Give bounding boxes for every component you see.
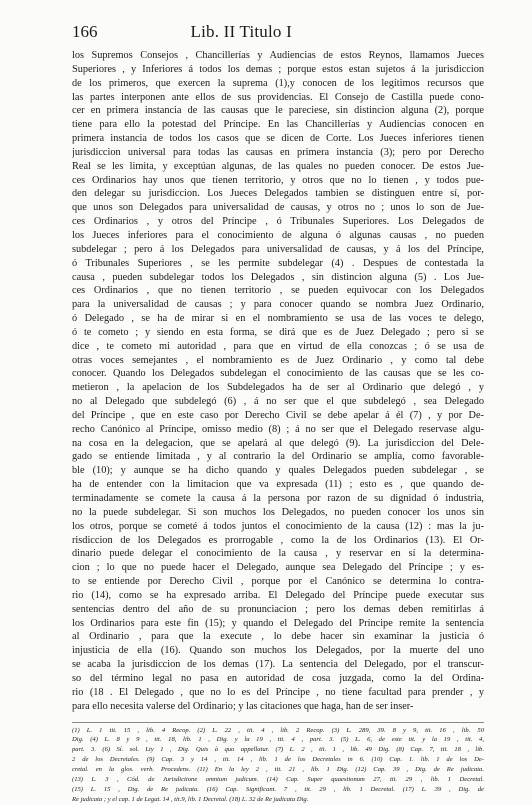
footnote-divider: [72, 722, 484, 723]
body-line: ces Ordinarios , y otros del Príncipe , ó Tribunales Superiores. Los Delegados de: [72, 216, 484, 228]
body-line: Superiores , y Inferiores á todos los demas ; porque estos estan sujetos á la jurisdiccion: [72, 63, 484, 75]
body-line: rio (18 . El Delegado , que no lo es del Príncipe , no tiene facultad para prender , y: [72, 686, 484, 698]
body-line: injusticia de ella (16). Quando son muchos los Delegados, por la muerte del uno: [72, 645, 484, 657]
body-line: los Supremos Consejos , Chancillerías y Audiencias de estos Reynos, llamamos Jueces: [72, 50, 484, 61]
page-number: 166: [72, 22, 98, 41]
body-line: sentencias dentro del año de su pronunciacion ; pero los demas deben remitirlas á: [72, 603, 484, 615]
body-line: ó te cometo ; y siendo en esta forma, se dirá que es de Juez Delegado ; pero si se: [72, 326, 484, 338]
footnote-line: (13) L. 3 , Cód. de Jurisdictione omnium judicum. (14) Cap. Super quaestionum 27, tit. 29 , lib. 1 Decretal.: [72, 776, 484, 784]
body-line: al Ordinario , para que la execute , lo debe hacer sin examinar la justicia ó: [72, 631, 484, 643]
footnote-line: cretal. en la glos. verb. Procedens. (11) En la ley 2 , tit. 21 , lib. 1 Dig. (12) Cap. 39 , Dig. de Re judicata.: [72, 766, 484, 774]
footnote-line: (15) L. 15 , Dig. de Re judicata. (16) Cap. Significant. 7 , tit. 29 , lib. 1 Decretal. (17) L. 39 , Dig. de: [72, 785, 484, 793]
body-line: tiene para ello la potestad del Príncipe. En las Chancillerías y Audiencias conocen en: [72, 119, 484, 131]
body-text: [72, 49, 484, 714]
body-line: no al Delegado que subdelegó (6) , á no ser que el que subdelegó , sea Delegado: [72, 396, 484, 408]
body-line: cion ; lo que no puede hacer el Delegado, aunque sea Delegado del Príncipe ; y es-: [72, 562, 484, 574]
body-line: subdelegar ; pero á los Delegados para universalidad de causas, y á los del Príncipe,: [72, 243, 484, 255]
body-line: de los primeros, que exercen la suprema (1),y conocen de los legítimos recursos que: [72, 77, 484, 89]
body-line: primera instancia de todos los casos que se dicen de Corte. Los Jueces inferiores tienen: [72, 133, 484, 145]
body-line: causa , pueden subdelegar todos los Delegados , sin distincion alguna (5) . Los Jue-: [72, 271, 484, 283]
body-line: metieron , la apelacion de los Subdelegados ha de ser al Ordinario que delegó , y: [72, 382, 484, 394]
body-line: recho Canónico al Príncipe, omisso medio (8) ; á no ser que el Delegado reservase algu-: [72, 423, 484, 435]
page-header: [72, 22, 484, 48]
body-line: so del término legal no pasa en autoridad de cosa juzgada, como la del Ordina-: [72, 672, 484, 684]
body-line: cer en primera instancia de las causas que le pareciese, sin distincion alguna (2), porque: [72, 105, 484, 117]
body-line: ces Ordinarios , que no tienen territorio , se pueden equivocar con los Delegados: [72, 285, 484, 297]
body-line: las partes interponen ante ellos de sus providencias. El Consejo de Castilla puede cono-: [72, 91, 484, 103]
body-line: ble (10); y aunque se ha dicho quando y quales Delegados pueden subdelegar , se: [72, 465, 484, 477]
body-line: los Ordinarios para este fin (15); y quando el Delegado del Príncipe remite la sentencia: [72, 617, 484, 629]
body-line: los Jueces inferiores para el conocimiento de alguna ó algunas causas , no pueden: [72, 229, 484, 241]
footnote-line: Re judicata ; y el cap. 1 de Legat. 14 , tit.9, lib. 1 Decretal. (18) L. 32 de Re judicata Dig.: [72, 795, 309, 803]
body-line: gado se entiende limitada , y al contrario la del Ordinario se amplía, como favorable-: [72, 451, 484, 463]
body-line: se acaba la jurisdiccion de los demas (17). La sentencia del Delegado, por el transcur-: [72, 659, 484, 671]
footnote-line: Dig. (4) L. 8 y 9 , tit. 18, lib. 1 , Dig. y la 19 , tit. 4 , part. 3. (5) L. 6, de este tit. y la 19 , tit. 4,: [72, 736, 484, 744]
body-line: los otros, porque se cometé á todos juntos el conocimiento de la causa (12) : mas la ju-: [72, 520, 484, 532]
body-line: rio (14), como se ha expresado arriba. El Delegado del Príncipe puede executar sus: [72, 589, 484, 601]
body-line: to se entiende por Derecho Civil , porque por el Canónico se determina lo contra-: [72, 576, 484, 588]
body-line: den delegar su jurisdiccion. Los Jueces Delegados tambien se distinguen entre sí, por-: [72, 188, 484, 200]
body-line: otras voces semejantes , el nombramiento es de Juez Ordinario , y como tal debe: [72, 354, 484, 366]
body-line: dice , te cometo mi autoridad , para que en virtud de ella conozcas ; ó se usa de: [72, 340, 484, 352]
body-line: dinario puede delegar el conocimiento de la causa , y reservar en sí la determina-: [72, 548, 484, 560]
footnote-line: part. 3. (6) Sí. sol. Lty 1 , Dig. Quis à quo appellatur. (7) L. 2 , tit. 1 , lib. 49 Dig. (8) Cap. 7, tit. 18 , lib.: [72, 746, 484, 754]
body-line: que unos son Delegados para universalidad de causas, y otros no ; unos lo son de Jue-: [72, 202, 484, 214]
body-line: na cosa en la delegacion, que se apelará al que delegó (9). La jurisdiccion del Dele-: [72, 437, 484, 449]
body-line: ha de entender con la limitacion que va expresada (11) ; esto es , que quando de-: [72, 479, 484, 491]
body-line: risdiccion de los Delegados es prorrogable , como la de los Ordinarios (13). El Or-: [72, 534, 484, 546]
body-line: para la universalidad de causas ; y para conocer quando se nombra Juez Ordinario,: [72, 299, 484, 311]
body-line: ces Ordinarios hay unos que tienen territorio, y otros que no lo tienen , y todos pue-: [72, 174, 484, 186]
footnote-line: (1) L. 1 tit. 15 , lib. 4 Recop. (2) L. 22 , tit. 4 , lib. 2 Recop. (3) L. 289, 39. 8 y 9, tit. 16 , lib. 50: [72, 726, 484, 734]
footnote-line: 2 de los Decretales. (9) Cap. 3 y 14 , tit. 14 , lib. 1 de los Decretales in 6. (10) Cap. 1. lib. 1 de los De-: [72, 756, 484, 764]
running-head: Lib. II Titulo I: [190, 22, 292, 41]
body-line: Real se les limita, y exceptúan algunas, de las quales no pueden conocer. De estos Jue-: [72, 160, 484, 172]
body-line: del Príncipe , que en este caso por Derecho Civil se debe apelar á él (7) , y por De-: [72, 409, 484, 421]
body-line: conocer. Quando los Delegados subdelegan el conocimiento de las causas que se les co-: [72, 368, 484, 380]
body-line: terminadamente se comete la causa á la persona por razon de su dignidad ó industria,: [72, 493, 484, 504]
body-line: jurisdiccion universal para todas las causas en primera instancia (3); pero por Derecho: [72, 146, 484, 158]
body-line: ó Tribunales Superiores , se les permite subdelegar (4) . Despues de contestada la: [72, 257, 484, 269]
body-line: para ello necesita valerse del Ordinario; y las citaciones que haga, han de ser inser-: [72, 700, 414, 712]
body-line: no la puede subdelegar. Si son muchos los Delegados, no pueden conocer los unos sin: [72, 506, 484, 518]
footnotes: [72, 726, 484, 805]
body-line: ó Delegado , se ha de mirar si en el nombramiento se usa de las voces te delego,: [72, 313, 484, 325]
